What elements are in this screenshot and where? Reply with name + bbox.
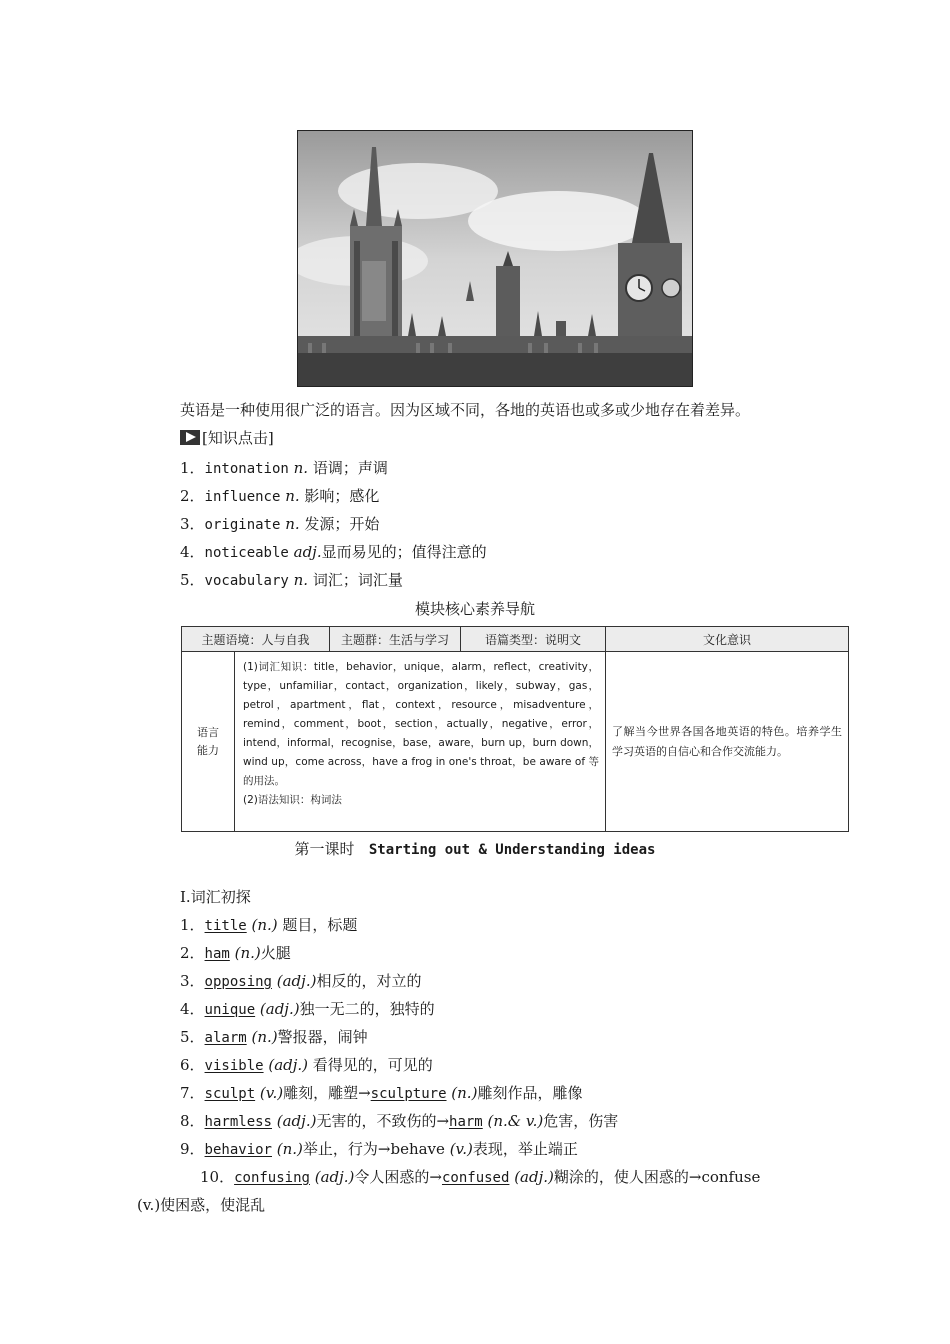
language-ability-cell	[235, 652, 606, 832]
item-meaning: 影响；感化	[304, 487, 380, 505]
item-number: 5．	[180, 571, 205, 589]
vocab-pos: (adj.)	[259, 1000, 300, 1018]
item-number: 1．	[180, 459, 205, 477]
vocab-item	[180, 1111, 618, 1132]
knowledge-item	[180, 542, 487, 563]
vocab-word-derived: confused	[441, 1170, 510, 1186]
vocab-meaning: 举止，行为→behave	[302, 1140, 445, 1158]
knowledge-heading-text: [知识点击]	[202, 429, 274, 447]
vocab-pos-derived: (n.& v.)	[487, 1112, 544, 1130]
vocab-meaning: 独一无二的，独特的	[299, 1000, 435, 1018]
vocab-meaning-derived: 表现，举止端正	[472, 1140, 578, 1158]
vocab-word: sculpt	[204, 1086, 256, 1102]
vocab-word: opposing	[204, 974, 272, 990]
item-pos: n.	[293, 571, 309, 589]
row-label	[182, 652, 235, 832]
vocab-word: behavior	[204, 1142, 272, 1158]
vocab-word: harmless	[204, 1114, 272, 1130]
header-theme-context: 主题语境：人与自我	[182, 627, 330, 652]
play-icon	[180, 430, 200, 445]
vocab-number: 2．	[180, 944, 205, 962]
lesson-title: Starting out & Understanding ideas	[368, 842, 656, 858]
vocab-heading: Ⅰ.词汇初探	[180, 888, 251, 906]
knowledge-item	[180, 486, 379, 507]
vocab-meaning-derived: 危害，伤害	[543, 1112, 619, 1130]
knowledge-item	[180, 570, 403, 591]
item-pos: adj.	[293, 543, 322, 561]
row-label-text: 语言能力	[197, 725, 219, 757]
vocab-word: unique	[204, 1002, 256, 1018]
lesson-heading	[0, 838, 950, 859]
vocab-number: 7．	[180, 1084, 205, 1102]
vocab-pos: (adj.)	[276, 1112, 317, 1130]
knowledge-item	[180, 458, 388, 479]
vocab-number: 1．	[180, 916, 205, 934]
table-title: 模块核心素养导航	[414, 600, 535, 618]
item-word: influence	[204, 489, 281, 505]
vocab-word-derived: harm	[449, 1114, 483, 1130]
item-word: originate	[204, 517, 281, 533]
vocab-meaning-derived: 糊涂的，使人困惑的→confuse	[553, 1168, 761, 1186]
knowledge-heading	[180, 428, 274, 448]
vocab-item	[180, 1027, 368, 1048]
culture-cell: 了解当今世界各国各地英语的特色。培养学生学习英语的自信心和合作交流能力。	[606, 652, 849, 832]
vocab-meaning: 警报器，闹钟	[277, 1028, 368, 1046]
vocab-item	[180, 1083, 582, 1104]
vocab-item	[200, 1167, 760, 1188]
vocab-item	[180, 915, 357, 936]
vocab-meaning: 看得见的，可见的	[312, 1056, 433, 1074]
item-pos: n.	[285, 487, 300, 505]
item-meaning: 发源；开始	[304, 515, 380, 533]
vocab-pos: (adj.)	[268, 1056, 309, 1074]
lesson-label: 第一课时	[294, 840, 355, 858]
vocab-number: 9．	[180, 1140, 205, 1158]
vocab-pos: (adj.)	[276, 972, 317, 990]
grammar-knowledge-text: (2)语法知识：构词法	[243, 794, 342, 806]
vocab-knowledge-text: (1)词汇知识：title，behavior，unique，alarm，reflect，creativity，type，unfamiliar，contact，organization，likely，subway，gas，petrol，apartment，flat，context，resource，misadventure，remind，comment，boot，section，actually，negative，error，intend，informal，recognise，base，aware，burn up，burn down，wind up，come across，have a frog in one's throat，be aware of 等的用法。	[243, 661, 599, 787]
vocab-number: 6．	[180, 1056, 205, 1074]
item-word: intonation	[204, 461, 289, 477]
vocab-pos: (n.)	[276, 1140, 303, 1158]
vocab-word: ham	[204, 946, 230, 962]
westminster-photo	[297, 130, 693, 387]
vocab-meaning: 雕刻，雕塑→	[283, 1084, 371, 1102]
vocab-pos: (v.)	[259, 1084, 284, 1102]
vocab-number: 4．	[180, 1000, 205, 1018]
item-meaning: 词汇；词汇量	[312, 571, 403, 589]
vocab-pos-derived: (n.)	[451, 1084, 478, 1102]
vocab-number: 5．	[180, 1028, 205, 1046]
vocab-word: visible	[204, 1058, 264, 1074]
vocab-pos: (n.)	[251, 916, 278, 934]
vocab-item-continuation: (v.)使困惑，使混乱	[137, 1196, 266, 1214]
vocab-word-derived: sculpture	[370, 1086, 447, 1102]
item-word: vocabulary	[204, 573, 289, 589]
header-culture: 文化意识	[606, 627, 849, 652]
vocab-pos-derived: (v.)	[449, 1140, 473, 1158]
vocab-word: alarm	[204, 1030, 247, 1046]
vocab-item	[180, 943, 291, 964]
vocab-meaning-derived: 雕刻作品，雕像	[477, 1084, 583, 1102]
vocab-number: 8．	[180, 1112, 205, 1130]
vocab-item	[180, 999, 435, 1020]
vocab-item	[180, 1139, 578, 1160]
vocab-meaning: 无害的，不致伤的→	[316, 1112, 450, 1130]
item-pos: n.	[285, 515, 300, 533]
intro-caption: 英语是一种使用很广泛的语言。因为区域不同，各地的英语也或多或少地存在着差异。	[180, 401, 751, 419]
header-text-type: 语篇类型：说明文	[461, 627, 606, 652]
vocab-pos: (n.)	[234, 944, 261, 962]
item-word: noticeable	[204, 545, 289, 561]
vocab-number: 10．	[200, 1168, 235, 1186]
vocab-word: confusing	[234, 1170, 310, 1186]
vocab-item	[180, 971, 421, 992]
vocab-pos-derived: (adj.)	[514, 1168, 554, 1186]
vocab-item	[180, 1055, 433, 1076]
item-pos: n.	[293, 459, 309, 477]
vocab-meaning: 题目，标题	[282, 916, 358, 934]
knowledge-item	[180, 514, 379, 535]
header-theme-group: 主题群：生活与学习	[330, 627, 461, 652]
vocab-pos: (n.)	[251, 1028, 278, 1046]
vocab-pos: (adj.)	[314, 1168, 355, 1186]
item-number: 3．	[180, 515, 205, 533]
item-meaning: 语调；声调	[312, 459, 388, 477]
item-number: 2．	[180, 487, 205, 505]
vocab-meaning: 令人困惑的→	[354, 1168, 442, 1186]
vocab-meaning: 相反的，对立的	[316, 972, 422, 990]
vocab-word: title	[204, 918, 247, 934]
item-number: 4．	[180, 543, 205, 561]
core-literacy-table	[181, 626, 849, 832]
vocab-number: 3．	[180, 972, 205, 990]
item-meaning: 显而易见的；值得注意的	[321, 543, 487, 561]
vocab-meaning: 火腿	[260, 944, 291, 962]
